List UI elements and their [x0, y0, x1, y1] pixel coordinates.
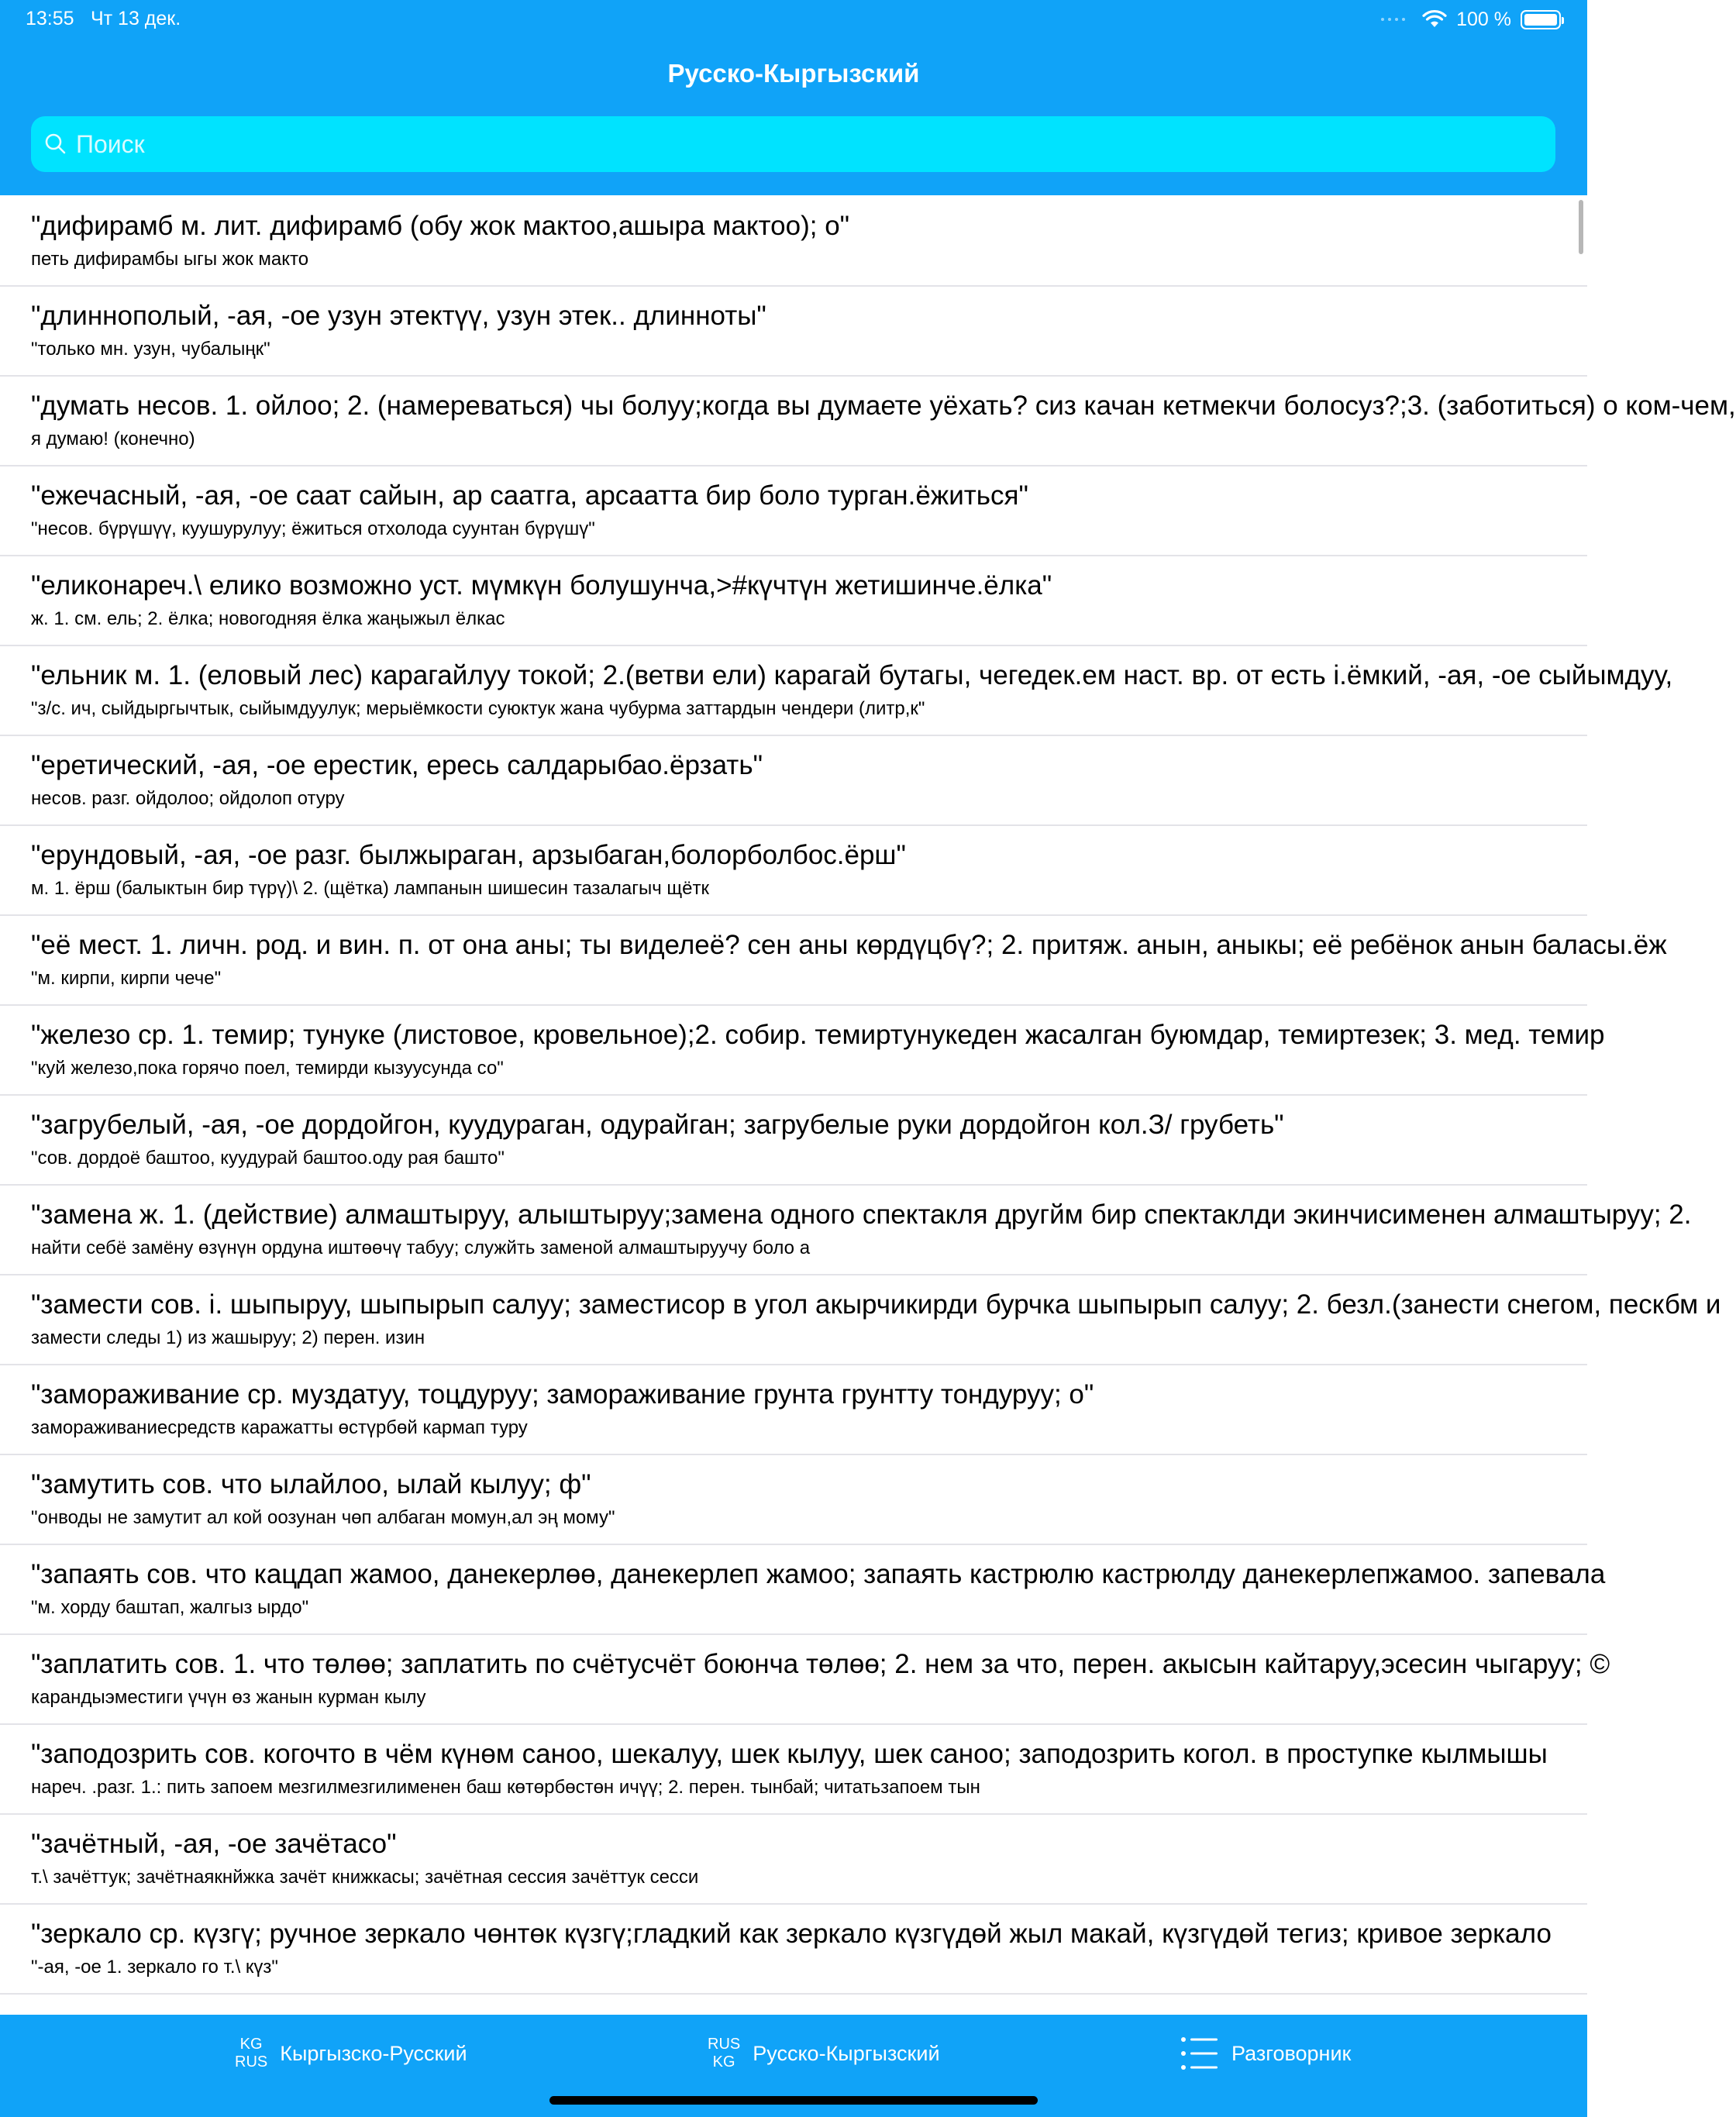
entry-subtitle: ж. 1. см. ель; 2. ёлка; новогодняя ёлка жаңыжыл ёлкас	[31, 608, 505, 629]
entry-title: "замена ж. 1. (действие) алмаштыруу, алыштыруу;замена одного спектакля другйм бир спектаклди экинчисименен алмаштыруу; 2.	[31, 1200, 1692, 1230]
entry-title: "дифирамб м. лит. дифирамб (обу жок мактоо,ашыра мактоо); о"	[31, 211, 850, 241]
entry-title: "ерундовый, -ая, -ое разг. былжыраган, арзыбаган,болорболбос.ёрш"	[31, 840, 906, 870]
search-icon	[43, 132, 68, 157]
list-item[interactable]	[0, 1815, 1587, 1905]
entry-subtitle: замести следы 1) из жашыруу; 2) перен. изин	[31, 1327, 425, 1348]
scrollbar[interactable]	[1579, 200, 1583, 254]
list-item[interactable]	[0, 1186, 1692, 1275]
list-item[interactable]	[0, 556, 1587, 646]
list-item[interactable]	[0, 377, 1736, 466]
entry-title: "ежечасный, -ая, -ое саат сайын, ар саатга, арсаатта бир боло турган.ёжиться"	[31, 480, 1028, 511]
entry-subtitle: "сов. дордоё баштоо, куудурай баштоо.оду рая башто"	[31, 1148, 505, 1169]
cellular-dots-icon	[1381, 18, 1405, 21]
entry-subtitle: я думаю! (конечно)	[31, 429, 195, 449]
list-item[interactable]	[0, 1545, 1606, 1635]
rus-kg-icon: RUS KG	[708, 2036, 741, 2071]
tab-label: Разговорник	[1231, 2041, 1352, 2065]
entry-subtitle: "м. кирпи, кирпи чече"	[31, 968, 222, 989]
header	[0, 0, 1587, 195]
list-item[interactable]	[0, 1905, 1587, 1995]
page-title: Русско-Кыргызский	[667, 59, 920, 88]
tab-russian-kyrgyz[interactable]	[708, 2032, 940, 2075]
entry-subtitle: т.\ зачёттук; зачётнаякнйжка зачёт книжкасы; зачётная сессия зачёттук сесси	[31, 1867, 699, 1888]
entry-title: "замутить сов. что ылайлоо, ылай кылуу; ф"	[31, 1469, 591, 1499]
battery-percent: 100 %	[1456, 8, 1511, 30]
entry-subtitle: "куй железо,пока горячо поел, темирди кызуусунда со"	[31, 1058, 504, 1079]
list-item[interactable]	[0, 1725, 1587, 1815]
entry-title: "еликонареч.\ елико возможно уст. мүмкүн болушунча,>#күчтүн жетишинче.ёлка"	[31, 570, 1052, 601]
status-time: 13:55	[26, 8, 74, 29]
list-item[interactable]	[0, 197, 1587, 287]
entry-title: "заподозрить сов. когочто в чём күнөм саноо, шекалуу, шек кылуу, шек саноо; заподозрить когол. в проступке кылмышы	[31, 1739, 1548, 1769]
home-indicator[interactable]	[549, 2096, 1038, 2105]
list-item[interactable]	[0, 466, 1587, 556]
entry-subtitle: "только мн. узун, чубалыңк"	[31, 339, 270, 360]
entry-title: "железо ср. 1. темир; тунуке (листовое, кровельное);2. собир. темиртунукеден жасалган буюмдар, темиртезек; 3. мед. темир	[31, 1020, 1605, 1050]
wifi-icon	[1422, 10, 1447, 29]
search-bar[interactable]	[31, 116, 1555, 172]
tab-kyrgyz-russian[interactable]	[235, 2032, 467, 2075]
tab-phrasebook[interactable]	[1180, 2032, 1351, 2075]
status-date: Чт 13 дек.	[91, 8, 181, 29]
list-item[interactable]	[0, 1635, 1610, 1725]
status-bar	[0, 0, 1587, 39]
entry-subtitle: карандыэместиги үчүн өз жанын курман кылу	[31, 1687, 426, 1708]
entry-title: "замораживание ср. муздатуу, тоцдуруу; замораживание грунта грунтту тондуруу; о"	[31, 1379, 1094, 1410]
list-item[interactable]	[0, 826, 1587, 916]
tab-label: Русско-Кыргызский	[753, 2041, 940, 2065]
list-item[interactable]	[0, 736, 1587, 826]
entry-subtitle: м. 1. ёрш (балыктын бир түрү)\ 2. (щётка) лампанын шишесин тазалагыч щётк	[31, 878, 709, 899]
entry-subtitle: несов. разг. ойдолоо; ойдолоп отуру	[31, 788, 345, 809]
entry-subtitle: петь дифирамбы ыгы жок макто	[31, 249, 309, 270]
entries-list[interactable]	[0, 197, 1736, 2015]
entry-subtitle: "з/с. ич, сыйдыргычтык, сыйымдуулук; мерыёмкости суюктук жана чубурма заттардын чендери (литр,к"	[31, 698, 925, 719]
tab-label: Кыргызско-Русский	[280, 2041, 467, 2065]
entry-title: "думать несов. 1. ойлоо; 2. (намереваться) чы болуу;когда вы думаете уёхать? сиз качан кетмекчи болосуз?;3. (заботиться) о ком-чем,	[31, 391, 1736, 421]
entry-subtitle: нареч. .разг. 1.: пить запоем мезгилмезгилименен баш көтөрбөстөн ичүү; 2. перен. тынбай; читатьзапоем тын	[31, 1777, 980, 1798]
entry-title: "её мест. 1. личн. род. и вин. п. от она аны; ты виделеё? сен аны көрдүцбү?; 2. притяж. анын, аныкы; её ребёнок анын баласы.ёж	[31, 930, 1667, 960]
entry-title: "замести сов. і. шыпыруу, шыпырып салуу; заместисор в угол акырчикирди бурчка шыпырып салуу; 2. безл.(занести снегом, пескбм и	[31, 1289, 1721, 1320]
entry-title: "ельник м. 1. (еловый лес) карагайлуу токой; 2.(ветви ели) карагай бутагы, чегедек.ем наст. вр. от есть і.ёмкий, -ая, -ое сыйымдуу,	[31, 660, 1673, 690]
entry-subtitle: "-ая, -ое 1. зеркало го т.\ күз"	[31, 1957, 278, 1978]
list-item[interactable]	[0, 1006, 1605, 1096]
list-item[interactable]	[0, 1096, 1587, 1186]
list-item[interactable]	[0, 1365, 1587, 1455]
entry-subtitle: найти себё замёну өзүнүн ордуна иштөөчү табуу; служйть заменой алмаштыруучу боло а	[31, 1237, 811, 1258]
kg-rus-icon: KG RUS	[235, 2036, 268, 2071]
entry-title: "запаять сов. что кацдап жамоо, данекерлөө, данекерлеп жамоо; запаять кастрюлю кастрюлду данекерлепжамоо. запевала	[31, 1559, 1606, 1589]
entry-subtitle: замораживаниесредств каражатты өстүрбөй кармап туру	[31, 1417, 528, 1438]
entry-title: "заплатить сов. 1. что төлөө; заплатить по счётусчёт боюнча төлөө; 2. нем за что, перен. акысын кайтаруу,эсесин чыгаруу; ©	[31, 1649, 1610, 1679]
list-item[interactable]	[0, 646, 1673, 736]
status-right	[1381, 6, 1561, 33]
list-icon	[1180, 2036, 1219, 2071]
entry-title: "зачётный, -ая, -ое зачётасо"	[31, 1829, 397, 1859]
list-item[interactable]	[0, 1455, 1587, 1545]
list-item[interactable]	[0, 287, 1587, 377]
entry-title: "загрубелый, -ая, -ое дордойгон, куудураган, одурайган; загрубелые руки дордойгон кол.З/ грубеть"	[31, 1110, 1284, 1140]
entry-title: "еретический, -ая, -ое ерестик, ересь салдарыбао.ёрзать"	[31, 750, 763, 780]
entry-subtitle: "онводы не замутит ал кой оозунан чөп албаган момун,ал эң мому"	[31, 1507, 615, 1528]
entry-subtitle: "м. хорду баштап, жалгыз ырдо"	[31, 1597, 309, 1618]
entry-title: "зеркало ср. күзгү; ручное зеркало чөнтөк күзгү;гладкий как зеркало күзгүдөй жыл макай, күзгүдөй тегиз; кривое зеркало	[31, 1919, 1552, 1949]
entry-title: "длиннополый, -ая, -ое узун этектүү, узун этек.. длинноты"	[31, 301, 766, 331]
list-item[interactable]	[0, 1275, 1721, 1365]
battery-icon	[1521, 10, 1561, 29]
search-input[interactable]	[76, 116, 1533, 172]
list-item[interactable]	[0, 916, 1667, 1006]
entry-subtitle: "несов. бүрүшүү, куушурулуу; ёжиться отхолода суунтан бүрүшү"	[31, 518, 595, 539]
